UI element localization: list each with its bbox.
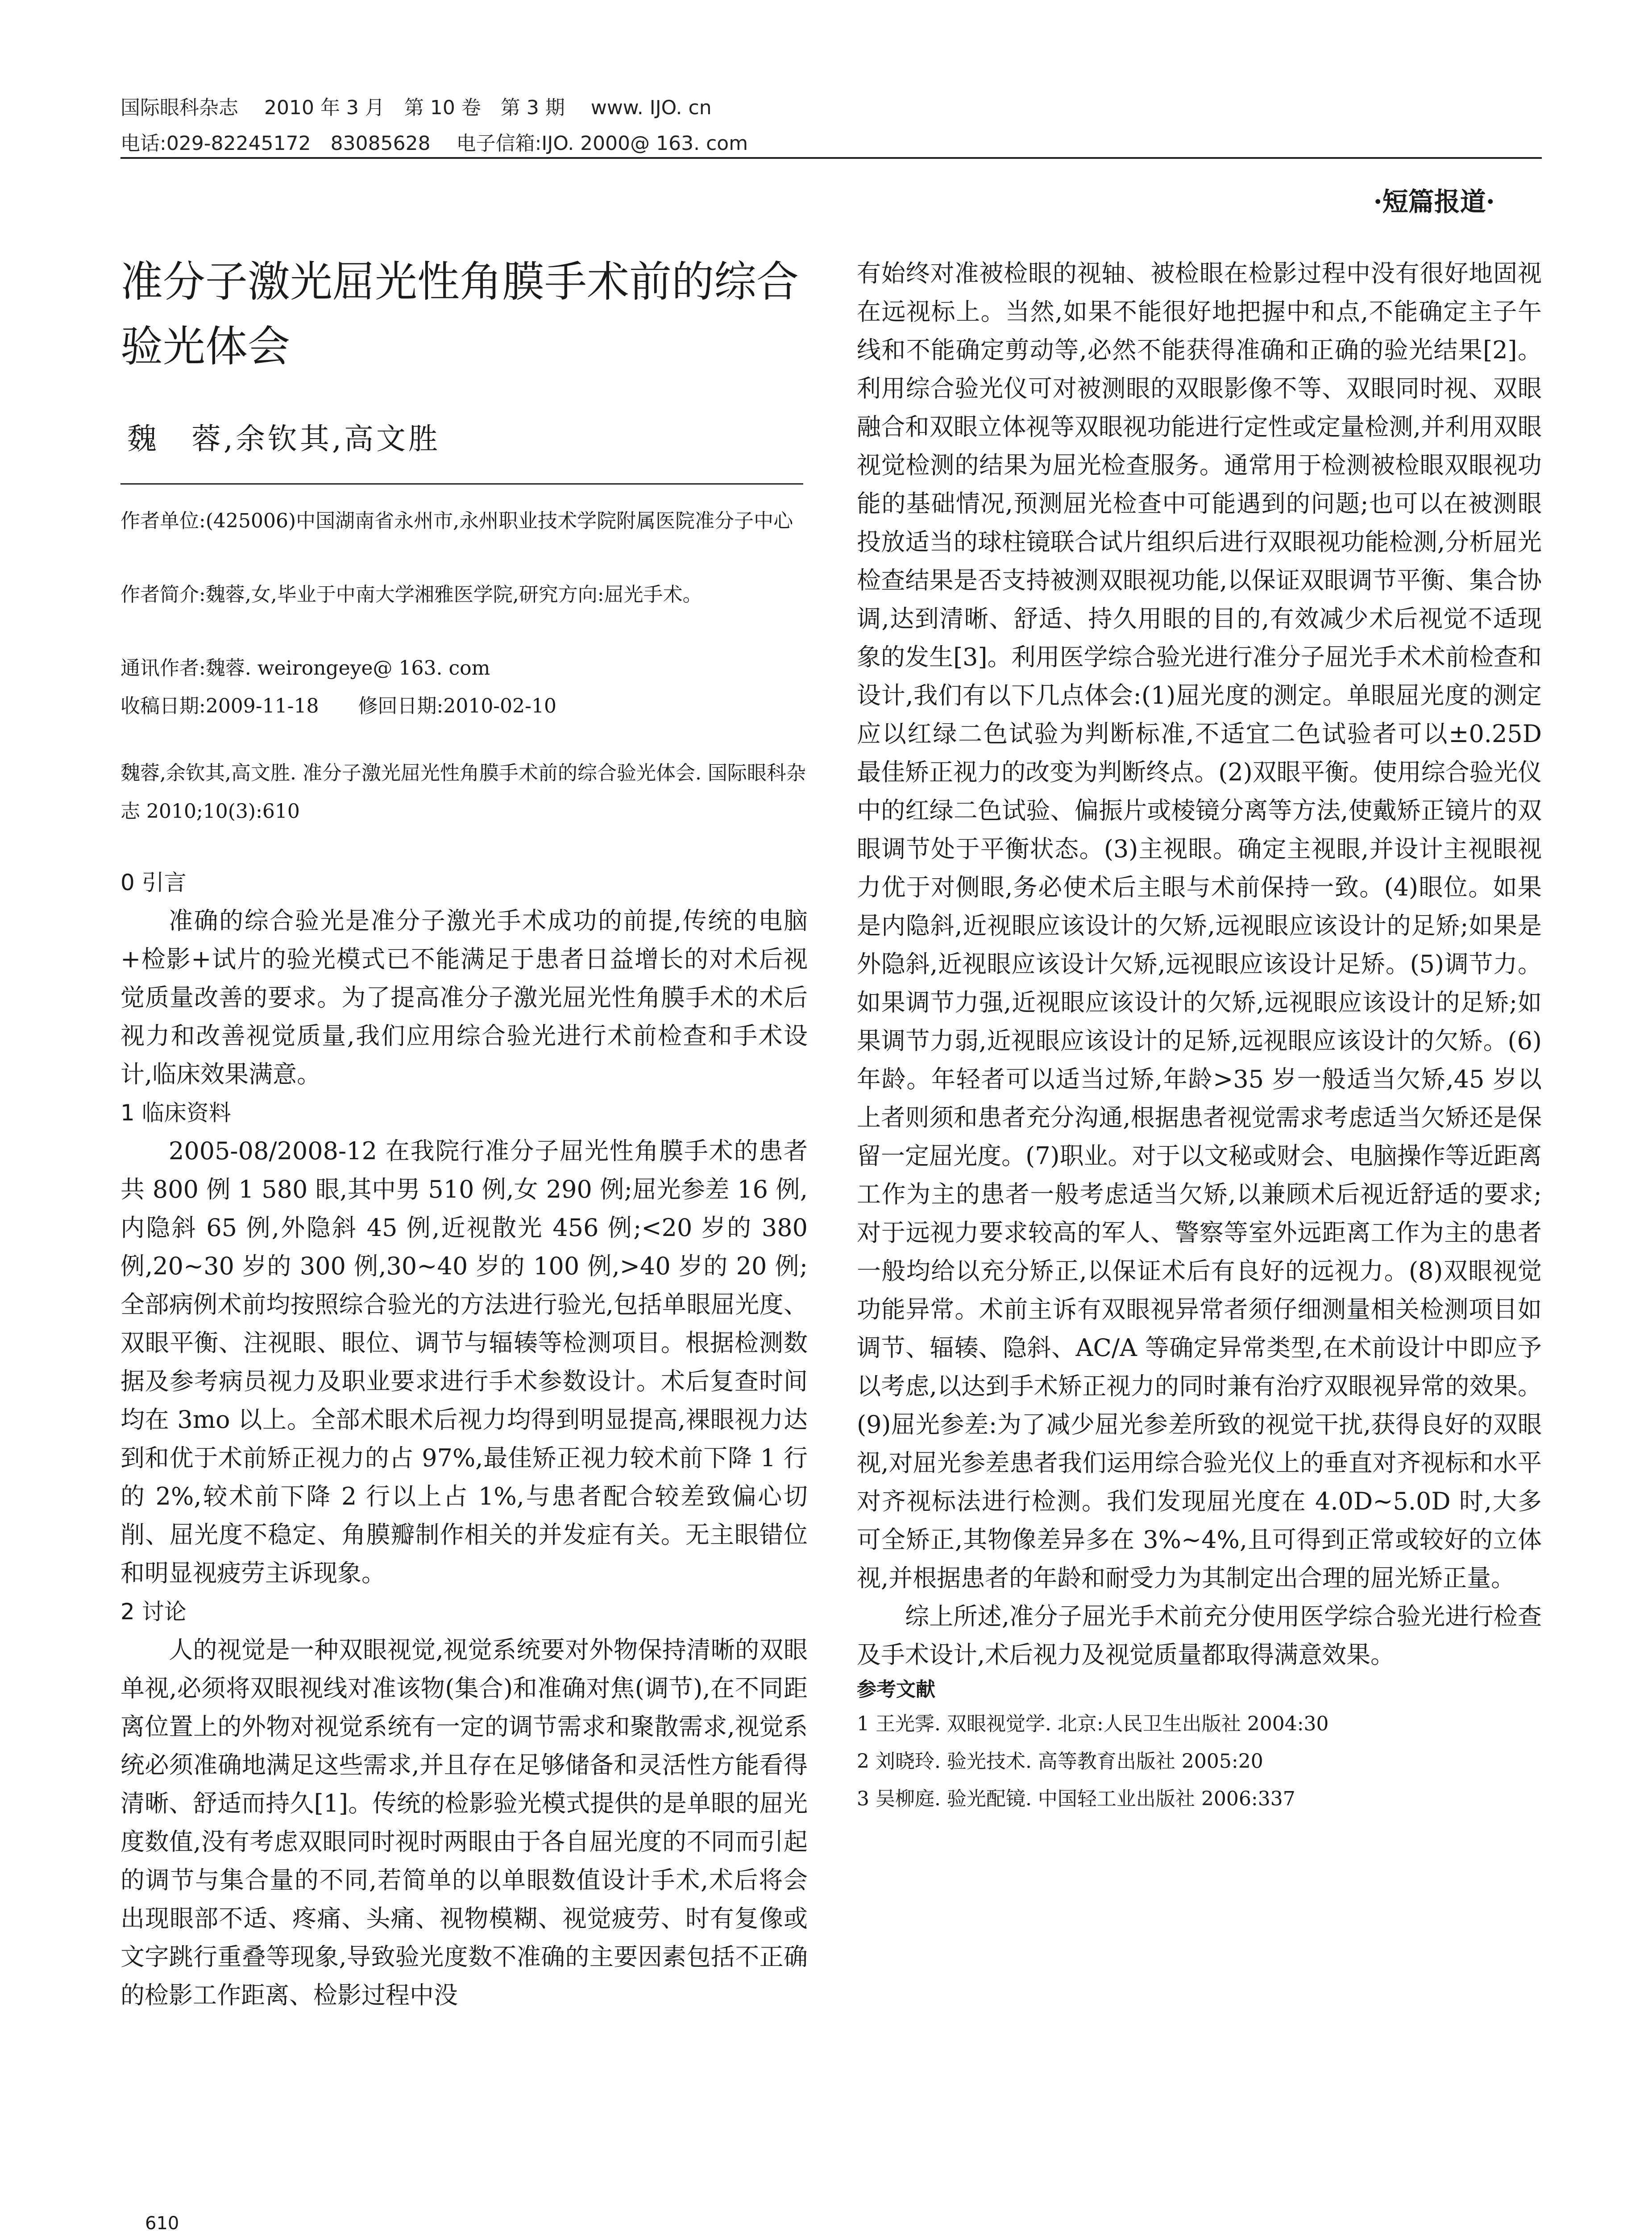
references-heading: 参考文献 xyxy=(857,1678,935,1701)
clinical-data-paragraph: 2005-08/2008-12 在我院行准分子屈光性角膜手术的患者共 800 例 1 580 眼,其中男 510 例,女 290 例;屈光参差 16 例,内隐斜 65 例,外隐斜 45 例,近视散光 456 例;<20 岁的 380 例,20~30 岁的 300 例,30~40 岁的 100 例,>40 岁的 20 例;全部病例术前均按照综合验光的方法进行验光,包括单眼屈光度、双眼平衡、注视眼、眼位、调节与辐辏等检测项目。根据检测数据及参考病员视力及职业要求进行手术参数设计。术后复查时间均在 3mo 以上。全部术眼术后视力均得到明显提高,裸眼视力达到和优于术前矫正视力的占 97%,最佳矫正视力较术前下降 1 行的 2%,较术前下降 2 行以上占 1%,与患者配合较差致偏心切削、屈光度不稳定、角膜瓣制作相关的并发症有关。无主眼错位和明显视疲劳主诉现象。 xyxy=(120,1137,808,1587)
reference-item: 2 刘晓玲. 验光技术. 高等教育出版社 2005:20 xyxy=(857,1750,1263,1773)
page-number: 610 xyxy=(145,2213,179,2231)
reference-item: 3 吴柳庭. 验光配镜. 中国轻工业出版社 2006:337 xyxy=(857,1787,1295,1810)
journal-header-line-1: 国际眼科杂志 2010 年 3 月 第 10 卷 第 3 期 www. IJO. cn xyxy=(120,96,712,119)
corresponding-author: 通讯作者:魏蓉. weirongeye@ 163. com xyxy=(120,657,490,680)
reference-item: 1 王光霁. 双眼视觉学. 北京:人民卫生出版社 2004:30 xyxy=(857,1713,1329,1735)
header-rule xyxy=(120,157,1542,159)
author-affiliation: 作者单位:(425006)中国湖南省永州市,永州职业技术学院附属医院准分子中心 xyxy=(120,510,793,532)
section-heading-clinical-data: 1 临床资料 xyxy=(120,1100,231,1126)
received-revised-dates: 收稿日期:2009-11-18 修回日期:2010-02-10 xyxy=(120,695,557,717)
section-heading-introduction: 0 引言 xyxy=(120,870,187,896)
section-heading-discussion: 2 讨论 xyxy=(120,1599,187,1625)
section-tag: ·短篇报道· xyxy=(1373,187,1495,217)
discussion-paragraph-left: 人的视觉是一种双眼视觉,视觉系统要对外物保持清晰的双眼单视,必须将双眼视线对准该物(集合)和准确对焦(调节),在不同距离位置上的外物对视觉系统有一定的调节需求和聚散需求,视觉系统必须准确地满足这些需求,并且存在足够储备和灵活性方能看得清晰、舒适而持久[1]。传统的检影验光模式提供的是单眼的屈光度数值,没有考虑双眼同时视时两眼由于各自屈光度的不同而引起的调节与集合量的不同,若简单的以单眼数值设计手术,术后将会出现眼部不适、疼痛、头痛、视物模糊、视觉疲劳、时有复像或文字跳行重叠等现象,导致验光度数不准确的主要因素包括不正确的检影工作距离、检影过程中没 xyxy=(120,1636,808,2009)
introduction-paragraph: 准确的综合验光是准分子激光手术成功的前提,传统的电脑+检影+试片的验光模式已不能满足于患者日益增长的对术后视觉质量改善的要求。为了提高准分子激光屈光性角膜手术的术后视力和改善视觉质量,我们应用综合验光进行术前检查和手术设计,临床效果满意。 xyxy=(120,907,808,1088)
citation-line: 魏蓉,余钦其,高文胜. 准分子激光屈光性角膜手术前的综合验光体会. 国际眼科杂志 2010;10(3):610 xyxy=(120,762,806,823)
article-title: 准分子激光屈光性角膜手术前的综合验光体会 xyxy=(120,257,799,371)
discussion-paragraph-right: 有始终对准被检眼的视轴、被检眼在检影过程中没有很好地固视在远视标上。当然,如果不能很好地把握中和点,不能确定主子午线和不能确定剪动等,必然不能获得准确和正确的验光结果[2]。利用综合验光仪可对被测眼的双眼影像不等、双眼同时视、双眼融合和双眼立体视等双眼视功能进行定性或定量检测,并利用双眼视觉检测的结果为屈光检查服务。通常用于检测被检眼双眼视功能的基础情况,预测屈光检查中可能遇到的问题;也可以在被测眼投放适当的球柱镜联合试片组织后进行双眼视功能检测,分析屈光检查结果是否支持被测双眼视功能,以保证双眼调节平衡、集合协调,达到清晰、舒适、持久用眼的目的,有效减少术后视觉不适现象的发生[3]。利用医学综合验光进行准分子屈光手术术前检查和设计,我们有以下几点体会:(1)屈光度的测定。单眼屈光度的测定应以红绿二色试验为判断标准,不适宜二色试验者可以±0.25D 最佳矫正视力的改变为判断终点。(2)双眼平衡。使用综合验光仪中的红绿二色试验、偏振片或棱镜分离等方法,使戴矫正镜片的双眼调节处于平衡状态。(3)主视眼。确定主视眼,并设计主视眼视力优于对侧眼,务必使术后主眼与术前保持一致。(4)眼位。如果是内隐斜,近视眼应该设计的欠矫,远视眼应该设计的足矫;如果是外隐斜,近视眼应该设计欠矫,远视眼应该设计足矫。(5)调节力。如果调节力强,近视眼应该设计的欠矫,远视眼应该设计的足矫;如果调节力弱,近视眼应该设计的足矫,远视眼应该设计的欠矫。(6)年龄。年轻者可以适当过矫,年龄>35 岁一般适当欠矫,45 岁以上者则须和患者充分沟通,根据患者视觉需求考虑适当欠矫还是保留一定屈光度。(7)职业。对于以文秘或财会、电脑操作等近距离工作为主的患者一般考虑适当欠矫,以兼顾术后视近舒适的要求;对于远视力要求较高的军人、警察等室外远距离工作为主的患者一般均给以充分矫正,以保证术后有良好的远视力。(8)双眼视觉功能异常。术前主诉有双眼视异常者须仔细测量相关检测项目如调节、辐辏、隐斜、AC/A 等确定异常类型,在术前设计中即应予以考虑,以达到手术矫正视力的同时兼有治疗双眼视异常的效果。(9)屈光参差:为了减少屈光参差所致的视觉干扰,获得良好的双眼视,对屈光参差患者我们运用综合验光仪上的垂直对齐视标和水平对齐视标法进行检测。我们发现屈光度在 4.0D~5.0D 时,大多可全矫正,其物像差异多在 3%~4%,且可得到正常或较好的立体视,并根据患者的年龄和耐受力为其制定出合理的屈光矫正量。 xyxy=(857,259,1542,1592)
author-introduction: 作者简介:魏蓉,女,毕业于中南大学湘雅医学院,研究方向:屈光手术。 xyxy=(120,583,702,606)
author-list: 魏 蓉,余钦其,高文胜 xyxy=(127,422,440,456)
conclusion-paragraph: 综上所述,准分子屈光手术前充分使用医学综合验光进行检查及手术设计,术后视力及视觉质量都取得满意效果。 xyxy=(857,1602,1542,1669)
journal-header-line-2: 电话:029-82245172 83085628 电子信箱:IJO. 2000@ 163. com xyxy=(120,132,748,155)
left-column xyxy=(120,863,808,2015)
title-rule xyxy=(120,483,803,485)
right-column xyxy=(857,254,1542,1818)
